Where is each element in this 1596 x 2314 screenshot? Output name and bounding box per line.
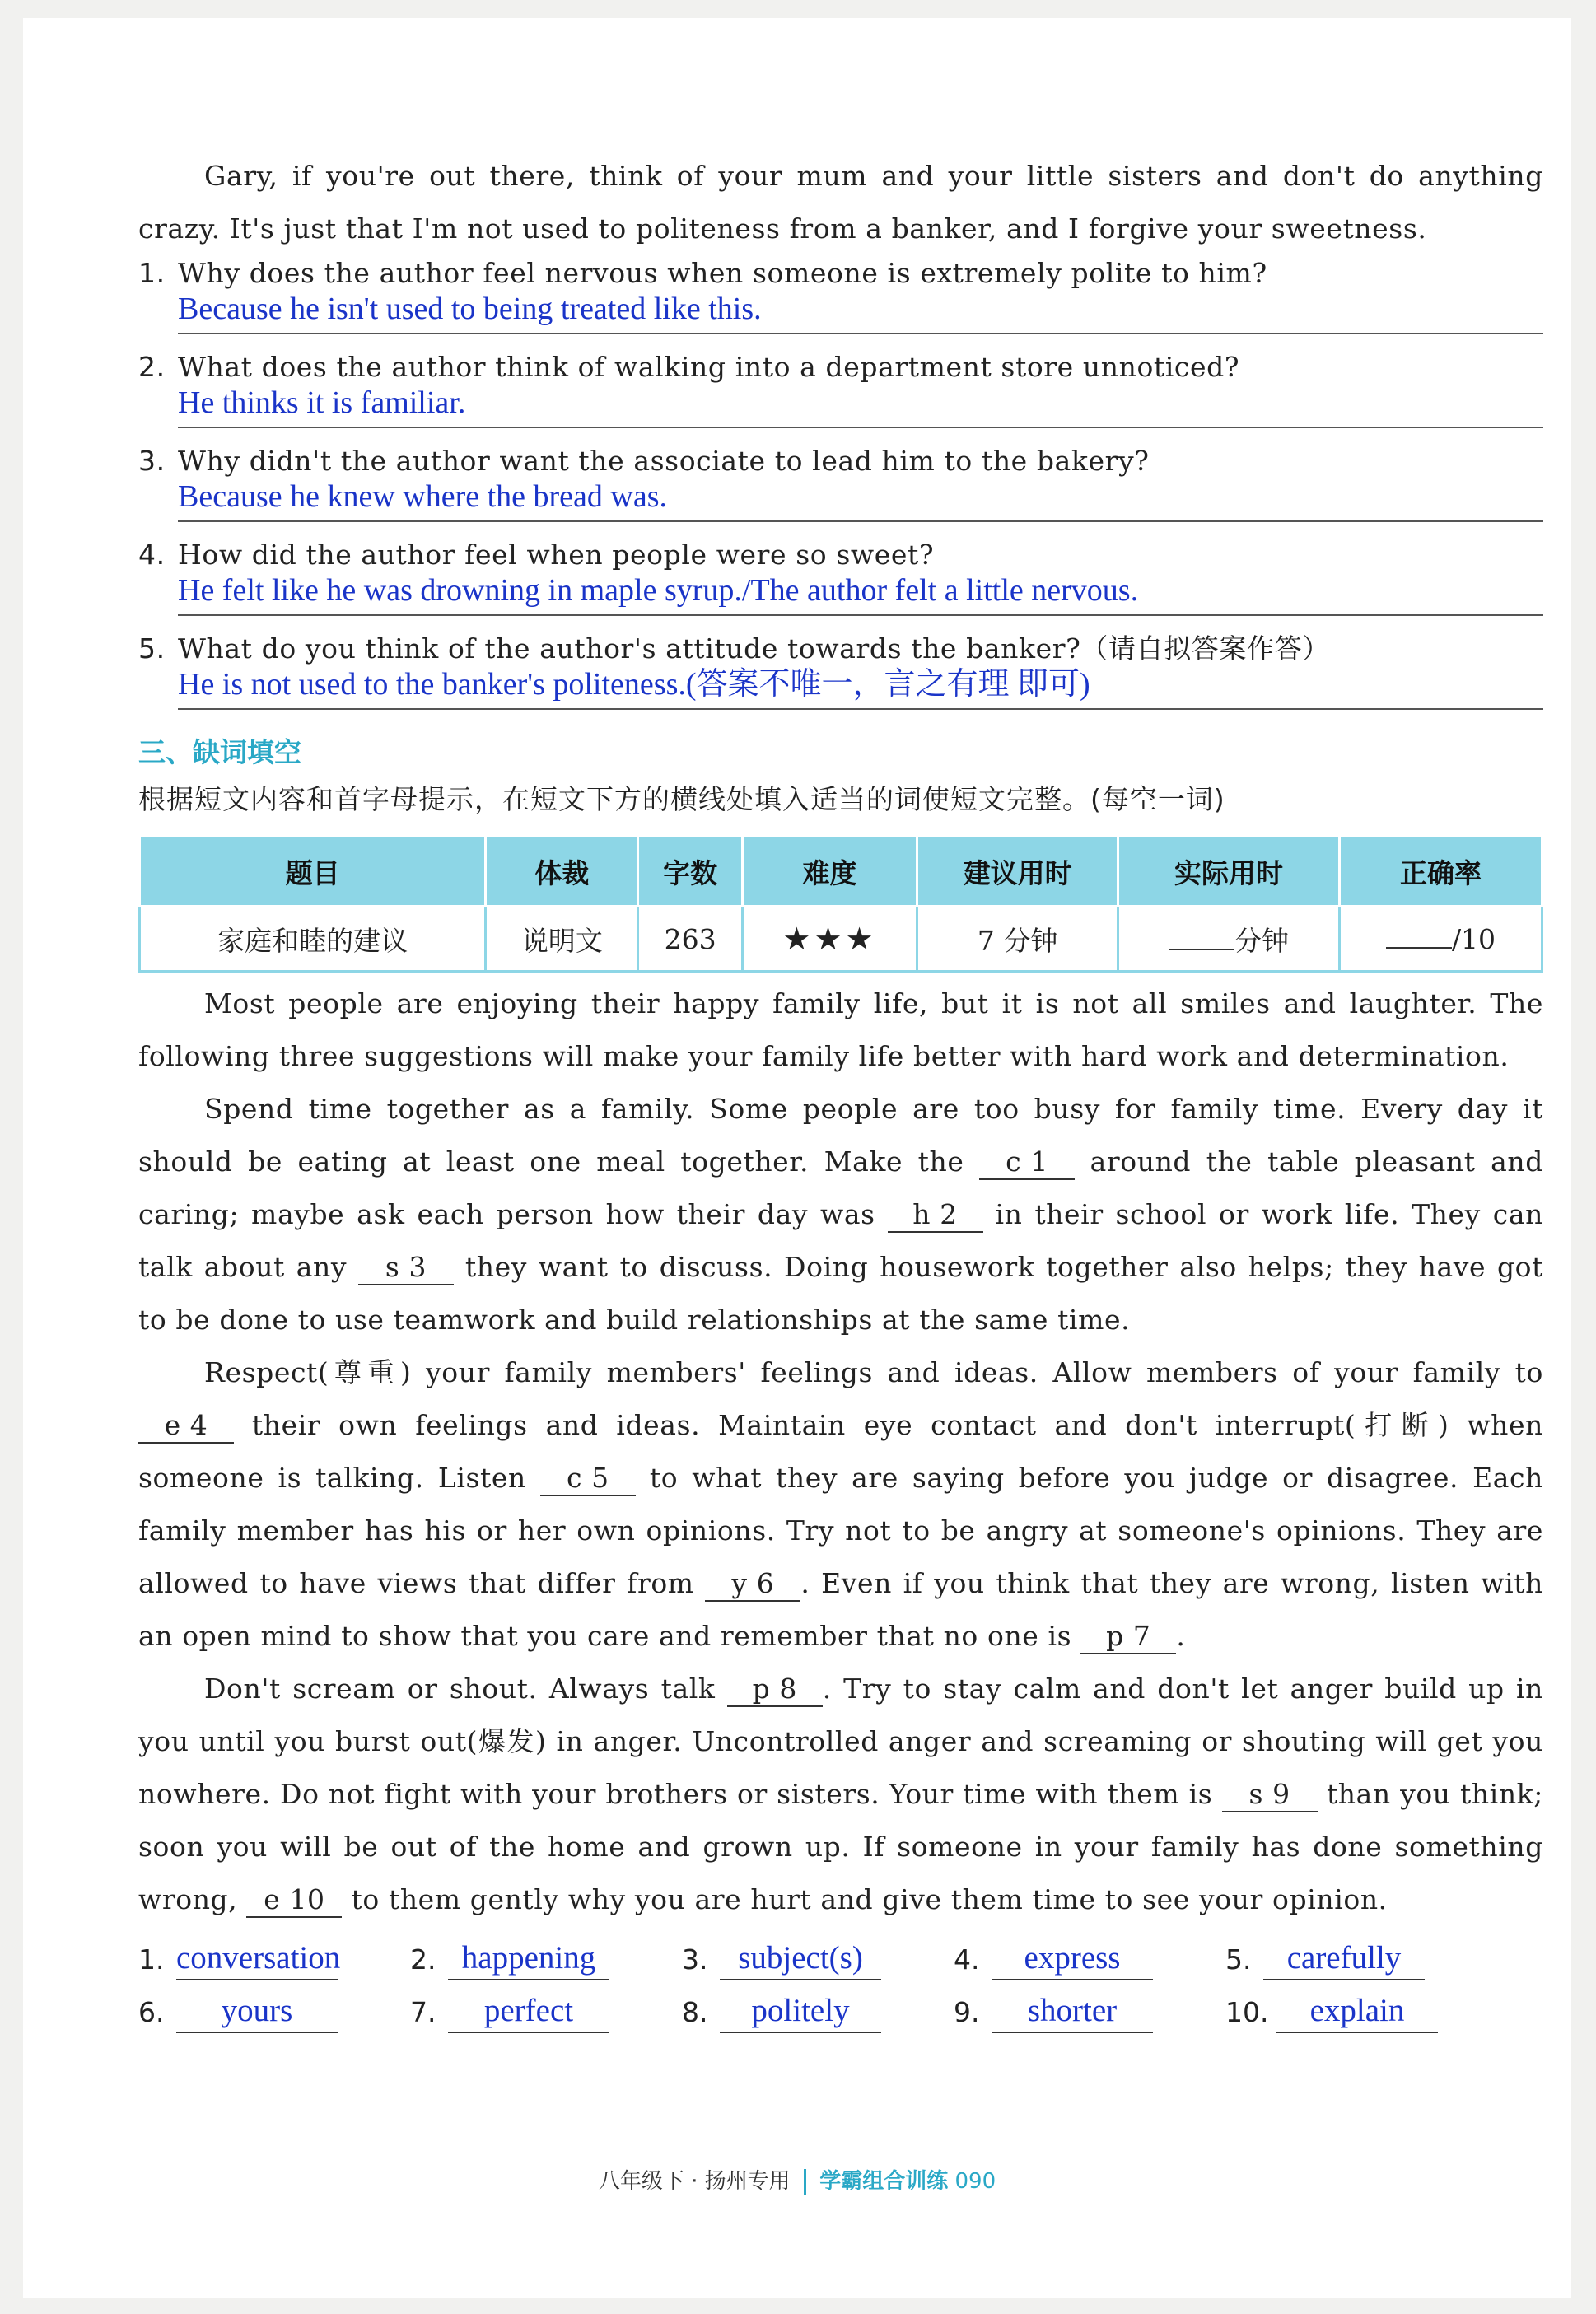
intro-paragraph: Gary, if you're out there, think of your mum and your little sisters and don't do anything crazy. It's just that I'm not used to politeness from a banker, and I forgive your sweetness. [138, 160, 1543, 245]
answer-number: 2. [410, 1943, 436, 1976]
answer-item [682, 1990, 954, 2033]
blank-5[interactable]: c 5 [540, 1462, 636, 1496]
header-cell: 字数 [638, 837, 742, 907]
answer-text: Because he isn't used to being treated like this. [178, 292, 762, 326]
answer-number: 1. [138, 1943, 165, 1976]
answer-number: 8. [682, 1996, 708, 2028]
answer-word[interactable]: explain [1276, 1990, 1438, 2033]
footer-divider [804, 2169, 806, 2195]
answer-word[interactable]: express [992, 1938, 1153, 1980]
blank-3[interactable]: s 3 [358, 1251, 454, 1285]
page-number: 090 [954, 2169, 996, 2194]
question-item [138, 632, 1543, 710]
answer-word[interactable]: subject(s) [720, 1938, 881, 1980]
question-text: What does the author think of walking into a department store unnoticed? [178, 351, 1240, 383]
question-list [138, 257, 1543, 710]
passage-text: their own feelings and ideas. Maintain eye contact and don't interrupt(打断) when someone is talking. Listen [138, 1409, 1544, 1494]
footer-brand: 学霸组合训练 [819, 2169, 949, 2194]
answer-item [954, 1990, 1225, 2033]
answer-item [954, 1938, 1225, 1980]
actual-time-suffix: 分钟 [1234, 924, 1290, 957]
blank-2[interactable]: h 2 [888, 1198, 983, 1233]
info-table-header [140, 837, 1542, 907]
question-item [138, 539, 1543, 616]
answer-line [178, 665, 1543, 710]
answer-text: He is not used to the banker's politeness.(答案不唯一，言之有理 即可) [178, 667, 1090, 702]
passage-text: . Try to stay calm and don't let anger build up in you until you burst out(爆发) in anger. Uncontrolled anger and screaming or shouting will get you nowhere. Do not fight with your brothers or sisters. Your time with them is [138, 1673, 1543, 1810]
answer-word[interactable]: carefully [1263, 1938, 1425, 1980]
question-text: Why didn't the author want the associate to lead him to the bakery? [178, 445, 1150, 477]
answer-item [410, 1990, 682, 2033]
header-cell: 题目 [140, 837, 486, 907]
passage-paragraph-2 [138, 1083, 1543, 1346]
question-text: What do you think of the author's attitude towards the banker?（请自拟答案作答） [178, 632, 1330, 665]
answer-word[interactable]: conversation [176, 1938, 338, 1980]
info-table-row [140, 907, 1542, 972]
answer-item [138, 1990, 410, 2033]
passage-text: Don't scream or shout. Always talk [204, 1673, 716, 1705]
answer-number: 4. [954, 1943, 980, 1976]
section-instruction: 根据短文内容和首字母提示，在短文下方的横线处填入适当的词使短文完整。(每空一词) [138, 783, 1225, 815]
answer-grid [138, 1928, 1543, 2033]
actual-time-blank[interactable] [1169, 949, 1234, 950]
answer-item [410, 1938, 682, 1980]
page [23, 18, 1571, 2298]
passage-paragraph-3 [138, 1346, 1543, 1663]
passage-text: Respect(尊重) your family members' feelings and ideas. Allow members of your family to [204, 1356, 1543, 1388]
accuracy-cell[interactable] [1340, 907, 1542, 972]
question-item [138, 257, 1543, 334]
info-table [138, 835, 1543, 973]
header-cell: 建议用时 [917, 837, 1118, 907]
passage-text: . Even if you think that they are wrong, listen with an open mind to show that you care and remember that no one is [138, 1567, 1544, 1652]
answer-item [1225, 1990, 1497, 2033]
actual-time-cell[interactable] [1118, 907, 1340, 972]
header-cell: 体裁 [486, 837, 638, 907]
blank-8[interactable]: p 8 [727, 1673, 823, 1707]
answer-word[interactable]: happening [448, 1938, 609, 1980]
accuracy-blank[interactable] [1386, 947, 1452, 949]
answer-line [178, 290, 1543, 334]
question-number: 5. [138, 632, 166, 665]
blank-1[interactable]: c 1 [979, 1145, 1075, 1180]
passage-text: . [1176, 1620, 1186, 1652]
header-cell: 正确率 [1340, 837, 1542, 907]
answer-item [1225, 1938, 1497, 1980]
answer-line [178, 478, 1543, 522]
answer-line [178, 572, 1543, 616]
passage-text: in their school or work life. They can talk about any [138, 1198, 1543, 1283]
answer-item [138, 1938, 410, 1980]
answer-number: 9. [954, 1996, 980, 2028]
question-number: 2. [138, 351, 166, 383]
header-cell: 实际用时 [1118, 837, 1340, 907]
answer-number: 7. [410, 1996, 436, 2028]
answer-row [138, 1928, 1543, 1980]
answer-word[interactable]: perfect [448, 1990, 609, 2033]
footer-grade: 八年级下 · 扬州专用 [598, 2169, 791, 2194]
genre-cell: 说明文 [486, 907, 638, 972]
answer-word[interactable]: politely [720, 1990, 881, 2033]
answer-item [682, 1938, 954, 1980]
question-text: Why does the author feel nervous when someone is extremely polite to him? [178, 257, 1267, 289]
answer-text: Because he knew where the bread was. [178, 479, 668, 514]
answer-number: 5. [1225, 1943, 1252, 1976]
content [138, 18, 1543, 2033]
section-title: 三、缺词填空 [138, 736, 301, 768]
question-number: 4. [138, 539, 166, 571]
header-cell: 难度 [742, 837, 917, 907]
answer-number: 3. [682, 1943, 708, 1976]
question-number: 1. [138, 257, 166, 289]
page-footer [23, 2164, 1571, 2195]
passage-text: around the table pleasant and caring; maybe ask each person how their day was [138, 1145, 1544, 1230]
answer-number: 6. [138, 1996, 165, 2028]
question-text: How did the author feel when people were so sweet? [178, 539, 935, 571]
accuracy-suffix: /10 [1451, 922, 1496, 955]
answer-text: He felt like he was drowning in maple syrup./The author felt a little nervous. [178, 573, 1139, 608]
blank-7[interactable]: p 7 [1080, 1620, 1176, 1654]
difficulty-stars: ★★★ [742, 907, 917, 972]
word-count-cell: 263 [638, 907, 742, 972]
answer-text: He thinks it is familiar. [178, 385, 466, 420]
passage-text: Spend time together as a family. Some people are too busy for family time. Every day it should be eating at least one meal together. Make the [138, 1093, 1543, 1178]
suggested-time-cell: 7 分钟 [917, 907, 1118, 972]
blank-4[interactable]: e 4 [138, 1409, 234, 1444]
answer-line [178, 384, 1543, 428]
blank-6[interactable]: y 6 [705, 1567, 800, 1602]
question-item [138, 445, 1543, 522]
question-item [138, 351, 1543, 428]
topic-cell: 家庭和睦的建议 [140, 907, 486, 972]
answer-number: 10. [1225, 1996, 1269, 2028]
passage-text: they want to discuss. Doing housework together also helps; they have got to be done to use teamwork and build relationships at the same time. [138, 1251, 1544, 1336]
passage-paragraph-1: Most people are enjoying their happy family life, but it is not all smiles and laughter. The following three suggestions will make your family life better with hard work and determination. [138, 987, 1543, 1072]
passage-paragraph-4 [138, 1663, 1543, 1926]
passage-text: to what they are saying before you judge or disagree. Each family member has his or her own opinions. Try not to be angry at someone's opinions. They are allowed to have views that differ from [138, 1462, 1543, 1599]
question-number: 3. [138, 445, 166, 477]
blank-10[interactable]: e 10 [246, 1883, 342, 1918]
answer-word[interactable]: yours [176, 1990, 338, 2033]
passage-text: to them gently why you are hurt and give them time to see your opinion. [351, 1883, 1388, 1915]
blank-9[interactable]: s 9 [1222, 1778, 1318, 1812]
answer-word[interactable]: shorter [992, 1990, 1153, 2033]
answer-row [138, 1980, 1543, 2033]
passage-text: than you think; soon you will be out of the home and grown up. If someone in your family has done something wrong, [138, 1778, 1543, 1915]
